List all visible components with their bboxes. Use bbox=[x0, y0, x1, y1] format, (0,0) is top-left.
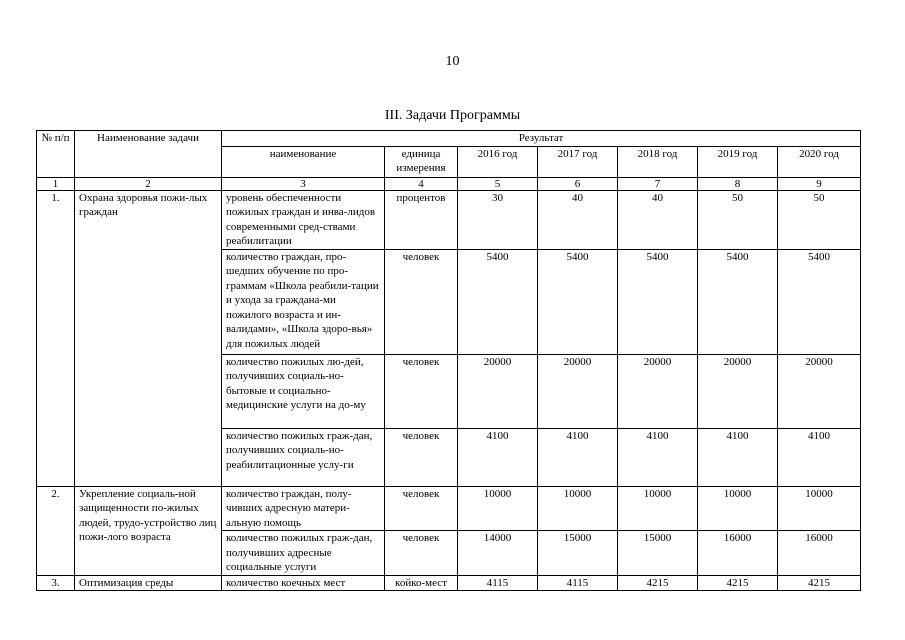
value-cell: 30 bbox=[458, 190, 538, 249]
header-num: № п/п bbox=[37, 131, 75, 178]
value-cell: 50 bbox=[778, 190, 861, 249]
header-year: 2018 год bbox=[618, 146, 698, 177]
value-cell: 10000 bbox=[458, 486, 538, 531]
unit-cell: человек bbox=[385, 486, 458, 531]
value-cell: 4100 bbox=[538, 428, 618, 486]
value-cell: 4115 bbox=[538, 575, 618, 591]
value-cell: 5400 bbox=[618, 249, 698, 354]
value-cell: 20000 bbox=[538, 354, 618, 428]
value-cell: 15000 bbox=[538, 531, 618, 576]
column-number: 2 bbox=[75, 177, 222, 190]
value-cell: 10000 bbox=[538, 486, 618, 531]
value-cell: 20000 bbox=[778, 354, 861, 428]
header-result: Результат bbox=[222, 131, 861, 147]
unit-cell: человек bbox=[385, 249, 458, 354]
value-cell: 14000 bbox=[458, 531, 538, 576]
header-indicator: наименование bbox=[222, 146, 385, 177]
column-number: 5 bbox=[458, 177, 538, 190]
value-cell: 4215 bbox=[698, 575, 778, 591]
unit-cell: койко-мест bbox=[385, 575, 458, 591]
value-cell: 4100 bbox=[698, 428, 778, 486]
header-year: 2016 год bbox=[458, 146, 538, 177]
value-cell: 40 bbox=[538, 190, 618, 249]
value-cell: 50 bbox=[698, 190, 778, 249]
value-cell: 5400 bbox=[458, 249, 538, 354]
value-cell: 20000 bbox=[698, 354, 778, 428]
unit-cell: человек bbox=[385, 428, 458, 486]
indicator-name: количество граждан, полу-чивших адресную матери-альную помощь bbox=[222, 486, 385, 531]
value-cell: 16000 bbox=[698, 531, 778, 576]
value-cell: 10000 bbox=[698, 486, 778, 531]
column-number: 8 bbox=[698, 177, 778, 190]
value-cell: 16000 bbox=[778, 531, 861, 576]
value-cell: 5400 bbox=[778, 249, 861, 354]
value-cell: 20000 bbox=[618, 354, 698, 428]
value-cell: 4115 bbox=[458, 575, 538, 591]
value-cell: 5400 bbox=[538, 249, 618, 354]
column-number: 7 bbox=[618, 177, 698, 190]
unit-cell: человек bbox=[385, 354, 458, 428]
table-row bbox=[37, 575, 861, 591]
indicator-name: количество коечных мест bbox=[222, 575, 385, 591]
column-number: 4 bbox=[385, 177, 458, 190]
value-cell: 5400 bbox=[698, 249, 778, 354]
value-cell: 15000 bbox=[618, 531, 698, 576]
header-year: 2020 год bbox=[778, 146, 861, 177]
tasks-table bbox=[36, 130, 861, 591]
value-cell: 4100 bbox=[458, 428, 538, 486]
indicator-name: количество граждан, про-шедших обучение по про-граммам «Школа реабили-тации и ухода за граждана-ми пожилого возраста и ин-валидами», «Школа здоро-вья» для пожилых людей bbox=[222, 249, 385, 354]
value-cell: 10000 bbox=[778, 486, 861, 531]
task-number: 3. bbox=[37, 575, 75, 591]
unit-cell: процентов bbox=[385, 190, 458, 249]
page-number: 10 bbox=[445, 54, 460, 69]
column-number: 3 bbox=[222, 177, 385, 190]
header-year: 2017 год bbox=[538, 146, 618, 177]
indicator-name: уровень обеспеченности пожилых граждан и инва-лидов современными сред-ствами реабилитации bbox=[222, 190, 385, 249]
table-row bbox=[37, 486, 861, 531]
value-cell: 20000 bbox=[458, 354, 538, 428]
header-task: Наименование задачи bbox=[75, 131, 222, 178]
indicator-name: количество пожилых лю-дей, получивших социаль-но-бытовые и социально-медицинские услуги на до-му bbox=[222, 354, 385, 428]
value-cell: 4215 bbox=[778, 575, 861, 591]
value-cell: 4100 bbox=[618, 428, 698, 486]
value-cell: 4100 bbox=[778, 428, 861, 486]
unit-cell: человек bbox=[385, 531, 458, 576]
indicator-name: количество пожилых граж-дан, получивших социаль-но-реабилитационные услу-ги bbox=[222, 428, 385, 486]
column-number: 6 bbox=[538, 177, 618, 190]
task-name: Охрана здоровья пожи-лых граждан bbox=[75, 190, 222, 486]
column-number: 1 bbox=[37, 177, 75, 190]
column-number: 9 bbox=[778, 177, 861, 190]
table-row bbox=[37, 190, 861, 249]
value-cell: 4215 bbox=[618, 575, 698, 591]
value-cell: 10000 bbox=[618, 486, 698, 531]
indicator-name: количество пожилых граж-дан, получивших адресные социальные услуги bbox=[222, 531, 385, 576]
value-cell: 40 bbox=[618, 190, 698, 249]
task-number: 1. bbox=[37, 190, 75, 486]
header-unit: единица измерения bbox=[385, 146, 458, 177]
header-year: 2019 год bbox=[698, 146, 778, 177]
task-name: Укрепление социаль-ной защищенности по-жилых людей, трудо-устройство лиц пожи-лого возраста bbox=[75, 486, 222, 575]
task-name: Оптимизация среды bbox=[75, 575, 222, 591]
section-title: III. Задачи Программы bbox=[384, 108, 521, 123]
task-number: 2. bbox=[37, 486, 75, 575]
